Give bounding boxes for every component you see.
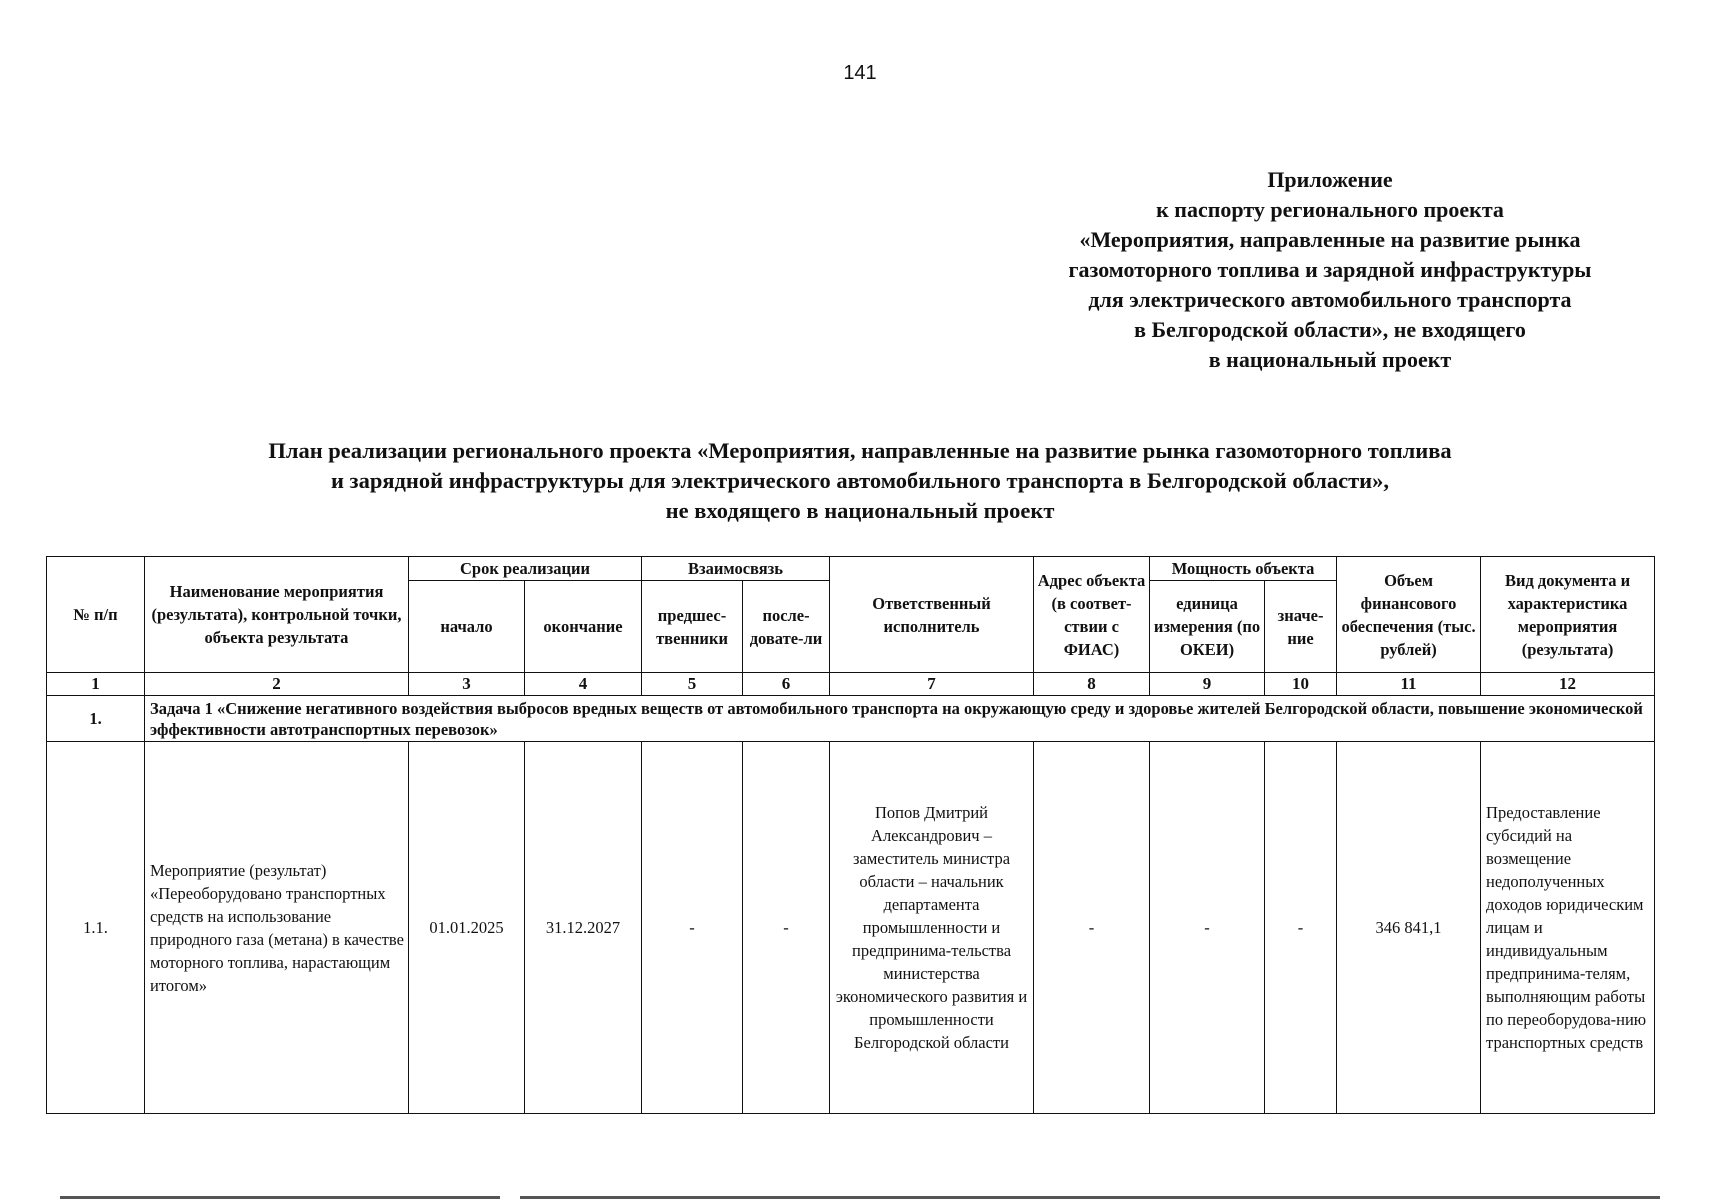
- column-number: 6: [743, 673, 830, 696]
- column-number: 7: [830, 673, 1034, 696]
- column-number: 11: [1337, 673, 1481, 696]
- header-link-prev: предшес-твенники: [642, 581, 743, 673]
- column-number: 10: [1265, 673, 1337, 696]
- column-number: 8: [1034, 673, 1150, 696]
- implementation-plan-table: [46, 556, 1655, 1114]
- row-doc-type: Предоставление субсидий на возмещение недополученных доходов юридическим лицам и индивидуальным предпринима-телям, выполняющим работы по переоборудова-нию транспортных средств: [1481, 742, 1655, 1114]
- header-term: Срок реализации: [409, 557, 642, 581]
- row-name: Мероприятие (результат) «Переоборудовано транспортных средств на использование природного газа (метана) в качестве моторного топлива, нарастающим итогом»: [145, 742, 409, 1114]
- header-link-next: после-довате-ли: [743, 581, 830, 673]
- task-num: 1.: [47, 696, 145, 742]
- column-number: 4: [525, 673, 642, 696]
- appendix-line: Приложение: [1267, 167, 1393, 192]
- row-start: 01.01.2025: [409, 742, 525, 1114]
- appendix-line: «Мероприятия, направленные на развитие рынка: [1079, 227, 1581, 252]
- column-number: 5: [642, 673, 743, 696]
- header-funding: Объем финансового обеспечения (тыс. рублей): [1337, 557, 1481, 673]
- plan-title-line: План реализации регионального проекта «Мероприятия, направленные на развитие рынка газомоторного топлива: [268, 438, 1452, 463]
- page-bottom-rule: [60, 1196, 500, 1199]
- appendix-header: [1000, 165, 1660, 375]
- row-executor: Попов Дмитрий Александрович – заместитель министра области – начальник департамента промышленности и предпринима-тельства министерства экономического развития и промышленности Белгородской области: [830, 742, 1034, 1114]
- row-num: 1.1.: [47, 742, 145, 1114]
- row-funding: 346 841,1: [1337, 742, 1481, 1114]
- column-number: 9: [1150, 673, 1265, 696]
- column-number-row: [47, 673, 1655, 696]
- header-row-1: [47, 557, 1655, 581]
- page-bottom-rule: [520, 1196, 1660, 1199]
- row-prev: -: [642, 742, 743, 1114]
- header-name: Наименование мероприятия (результата), контрольной точки, объекта результата: [145, 557, 409, 673]
- header-link: Взаимосвязь: [642, 557, 830, 581]
- header-num: № п/п: [47, 557, 145, 673]
- task-row: [47, 696, 1655, 742]
- row-address: -: [1034, 742, 1150, 1114]
- row-value: -: [1265, 742, 1337, 1114]
- header-address: Адрес объекта (в соответ-ствии с ФИАС): [1034, 557, 1150, 673]
- appendix-line: к паспорту регионального проекта: [1156, 197, 1504, 222]
- header-capacity: Мощность объекта: [1150, 557, 1337, 581]
- header-executor: Ответственный исполнитель: [830, 557, 1034, 673]
- column-number: 12: [1481, 673, 1655, 696]
- row-end: 31.12.2027: [525, 742, 642, 1114]
- plan-title-line: не входящего в национальный проект: [665, 498, 1055, 523]
- task-text: Задача 1 «Снижение негативного воздействия выбросов вредных веществ от автомобильного транспорта на окружающую среду и здоровье жителей Белгородской области, повышение экономической эффективности автотранспортных перевозок»: [145, 696, 1655, 742]
- plan-title-line: и зарядной инфраструктуры для электрического автомобильного транспорта в Белгородской области»,: [330, 468, 1390, 493]
- column-number: 3: [409, 673, 525, 696]
- header-term-start: начало: [409, 581, 525, 673]
- row-next: -: [743, 742, 830, 1114]
- appendix-line: в национальный проект: [1208, 347, 1452, 372]
- column-number: 2: [145, 673, 409, 696]
- header-capacity-unit: единица измерения (по ОКЕИ): [1150, 581, 1265, 673]
- column-number: 1: [47, 673, 145, 696]
- plan-title: [60, 436, 1660, 526]
- header-doc-type: Вид документа и характеристика мероприятия (результата): [1481, 557, 1655, 673]
- page-number: 141: [843, 62, 877, 84]
- row-unit: -: [1150, 742, 1265, 1114]
- appendix-line: в Белгородской области», не входящего: [1134, 317, 1526, 342]
- appendix-line: газомоторного топлива и зарядной инфраструктуры: [1068, 257, 1592, 282]
- header-capacity-value: значе-ние: [1265, 581, 1337, 673]
- table-row: [47, 742, 1655, 1114]
- header-term-end: окончание: [525, 581, 642, 673]
- appendix-line: для электрического автомобильного транспорта: [1088, 287, 1572, 312]
